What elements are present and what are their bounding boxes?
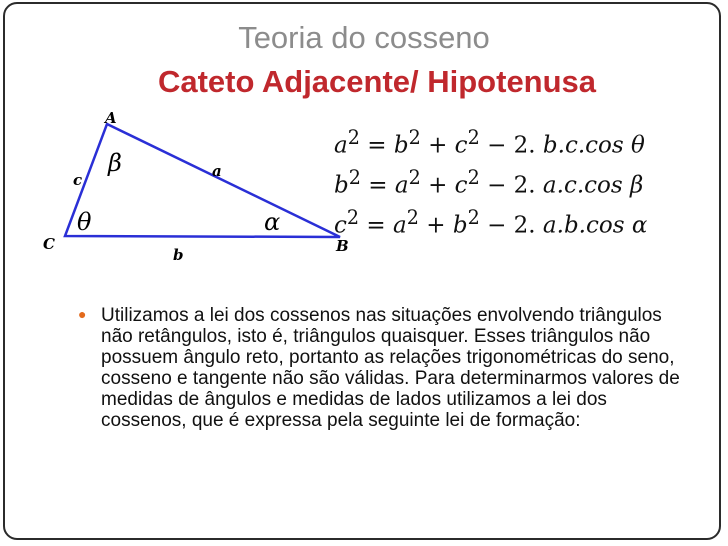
slide-title: Teoria do cosseno: [238, 20, 490, 55]
vertex-a-label: A: [105, 109, 117, 127]
side-a-label: a: [212, 162, 222, 180]
formula-row: $a^2 = b^2 + c^2 - 2$. b.c.cos θ: [334, 126, 645, 159]
formula-row: $b^2 = a^2 + c^2 - 2$. a.c.cos β: [334, 166, 644, 199]
vertex-b-label: B: [336, 237, 349, 255]
triangle-outline: [65, 124, 340, 237]
triangle-diagram: [40, 105, 349, 265]
side-c-label: c: [73, 171, 83, 189]
angle-alpha-label: α: [264, 208, 281, 236]
angle-beta-label: β: [108, 149, 122, 177]
formula-row: $c^2 = a^2 + b^2 - 2$. a.b.cos α: [334, 206, 648, 239]
side-b-label: b: [173, 246, 184, 264]
body-paragraph: Utilizamos a lei dos cossenos nas situações envolvendo triângulos não retângulos, isto é, triângulos quaisquer. Esses triângulos não possuem ângulo reto, portanto as relações trigonométricas do seno, cosseno e tangente não são válidas. Para determinarmos valores de medidas de ângulos e medidas de lados utilizamos a lei dos cossenos, que é expressa pela seguinte lei de formação:: [101, 305, 680, 431]
body-text: [81, 305, 681, 431]
bullet-icon: ●: [78, 306, 87, 322]
slide-subtitle: Cateto Adjacente/ Hipotenusa: [157, 64, 597, 99]
cosine-law-formulas: [334, 118, 647, 238]
vertex-c-label: C: [43, 235, 55, 253]
angle-theta-label: θ: [77, 208, 92, 236]
